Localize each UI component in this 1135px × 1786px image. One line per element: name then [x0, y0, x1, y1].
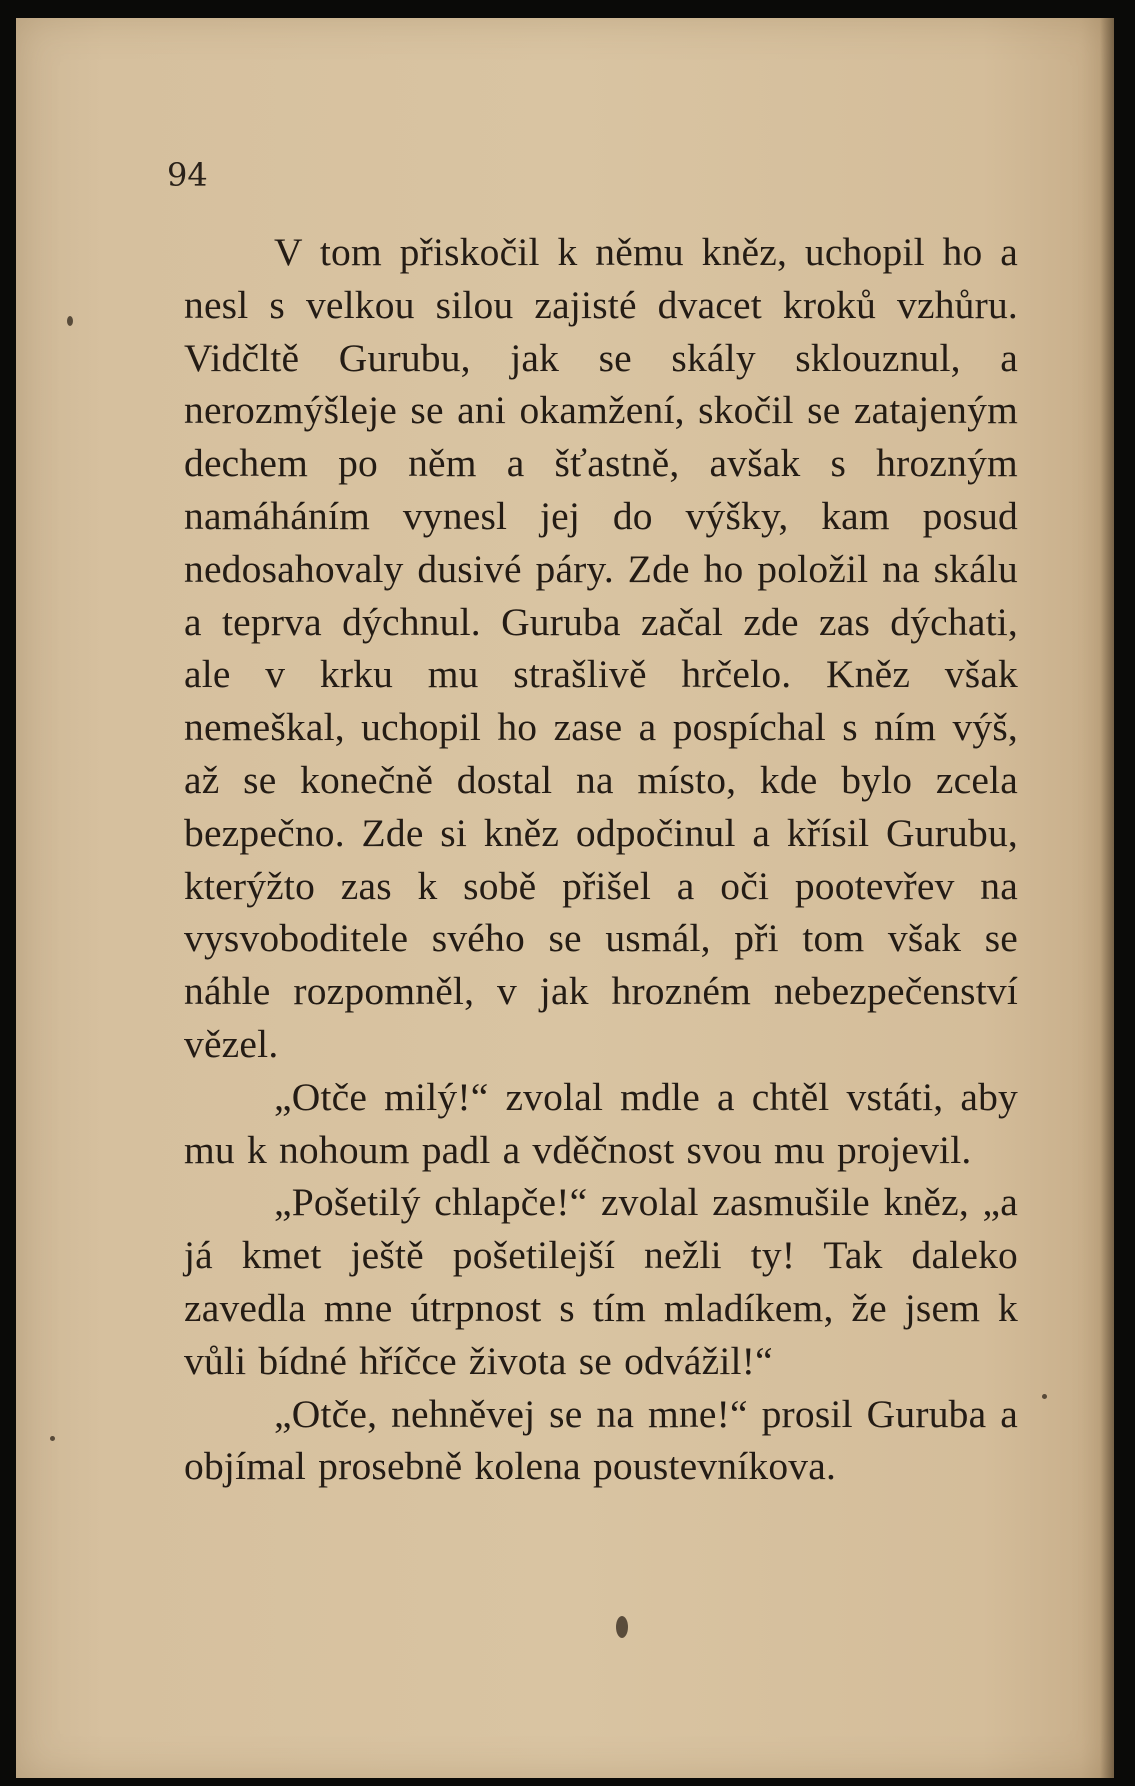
- page-edge-shadow: [1100, 18, 1114, 1778]
- paragraph-2: „Otče milý!“ zvolal mdle a chtěl vstáti, aby mu k nohoum padl a vděčnost svou mu projevil.: [184, 1074, 1018, 1172]
- paragraph-4: „Otče, nehněvej se na mne!“ prosil Guruba a objímal prosebně kolena poustevníkova.: [184, 1391, 1018, 1489]
- paper-speck: [67, 316, 73, 326]
- page-number: 94: [167, 156, 208, 194]
- paper-speck: [50, 1436, 55, 1441]
- book-page: [16, 18, 1114, 1778]
- paper-speck: [1042, 1394, 1047, 1399]
- paragraph-3: „Pošetilý chlapče!“ zvolal zasmušile kněz, „a já kmet ještě pošetilejší nežli ty! Tak daleko zavedla mne útrpnost s tím mladíkem, že jsem k vůli bídné hříčce života se odvážil!“: [184, 1180, 1018, 1383]
- body-text: [184, 226, 1018, 1493]
- paper-speck: [616, 1616, 628, 1638]
- paragraph-1: V tom přiskočil k němu kněz, uchopil ho a nesl s velkou silou zajisté dvacet kroků vzhůru. Vidčltě Gurubu, jak se skály sklouznul, a nerozmýšleje se ani okamžení, skočil se zatajeným dechem po něm a šťastně, avšak s hrozným namáháním vynesl jej do výšky, kam posud nedosahovaly dusivé páry. Zde ho položil na skálu a teprva dýchnul. Guruba začal zde zas dýchati, ale v krku mu strašlivě hrčelo. Kněz však nemeškal, uchopil ho zase a pospíchal s ním výš, až se konečně dostal na místo, kde bylo zcela bezpečno. Zde si kněz odpočinul a křísil Gurubu, kterýžto zas k sobě přišel a oči pootevřev na vysvoboditele svého se usmál, při tom však se náhle rozpomněl, v jak hrozném nebezpečenství vězel.: [184, 230, 1018, 1066]
